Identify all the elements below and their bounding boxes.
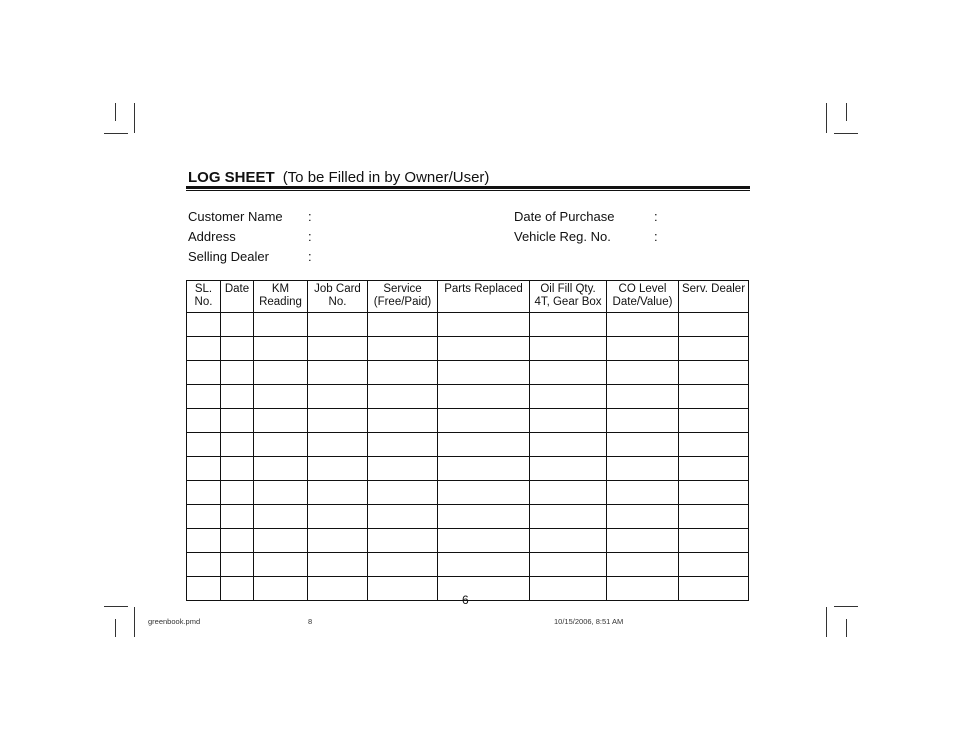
table-cell: [308, 337, 368, 361]
crop-mark: [104, 133, 128, 134]
table-cell: [221, 529, 254, 553]
date-of-purchase-label: Date of Purchase: [514, 209, 615, 224]
table-cell: [368, 457, 438, 481]
address-label: Address: [188, 229, 236, 244]
table-cell: [368, 361, 438, 385]
table-cell: [308, 457, 368, 481]
table-cell: [679, 481, 749, 505]
table-cell: [607, 337, 679, 361]
table-cell: [308, 385, 368, 409]
selling-dealer-label: Selling Dealer: [188, 249, 269, 264]
table-cell: [368, 433, 438, 457]
title-rule-thin: [186, 190, 750, 191]
table-cell: [679, 577, 749, 601]
table-cell: [187, 409, 221, 433]
table-row: [187, 313, 749, 337]
table-cell: [438, 337, 530, 361]
footer-datetime: 10/15/2006, 8:51 AM: [554, 617, 624, 626]
table-cell: [438, 457, 530, 481]
table-cell: [254, 457, 308, 481]
table-cell: [530, 337, 607, 361]
table-row: [187, 337, 749, 361]
column-header: Oil Fill Qty. 4T, Gear Box: [530, 281, 607, 313]
table-cell: [187, 553, 221, 577]
table-cell: [530, 553, 607, 577]
customer-name-colon: :: [308, 209, 312, 224]
table-cell: [679, 337, 749, 361]
table-cell: [679, 385, 749, 409]
table-cell: [438, 361, 530, 385]
table-cell: [530, 457, 607, 481]
table-cell: [607, 361, 679, 385]
table-cell: [607, 529, 679, 553]
crop-mark: [846, 619, 847, 637]
column-header: Parts Replaced: [438, 281, 530, 313]
table-cell: [221, 433, 254, 457]
table-cell: [530, 577, 607, 601]
column-header: SL. No.: [187, 281, 221, 313]
table-cell: [221, 457, 254, 481]
table-cell: [254, 409, 308, 433]
column-header: Job Card No.: [308, 281, 368, 313]
crop-mark: [104, 606, 128, 607]
table-cell: [679, 361, 749, 385]
column-header: Serv. Dealer: [679, 281, 749, 313]
table-cell: [308, 553, 368, 577]
table-cell: [368, 529, 438, 553]
table-cell: [679, 313, 749, 337]
table-cell: [530, 385, 607, 409]
table-cell: [308, 529, 368, 553]
table-cell: [254, 529, 308, 553]
table-cell: [368, 385, 438, 409]
date-of-purchase-colon: :: [654, 209, 658, 224]
table-row: [187, 529, 749, 553]
table-cell: [187, 577, 221, 601]
table-cell: [607, 577, 679, 601]
table-cell: [530, 505, 607, 529]
table-cell: [187, 505, 221, 529]
table-cell: [530, 529, 607, 553]
table-cell: [254, 553, 308, 577]
table-cell: [607, 385, 679, 409]
table-cell: [530, 481, 607, 505]
table-cell: [254, 361, 308, 385]
table-cell: [254, 313, 308, 337]
page-number: 6: [462, 593, 469, 607]
table-cell: [254, 481, 308, 505]
table-cell: [254, 577, 308, 601]
table-cell: [679, 553, 749, 577]
table-cell: [438, 481, 530, 505]
table-cell: [438, 433, 530, 457]
table-cell: [187, 433, 221, 457]
table-cell: [221, 553, 254, 577]
table-row: [187, 361, 749, 385]
log-sheet-title: LOG SHEET: [188, 169, 275, 186]
page-title: [188, 169, 489, 186]
table-cell: [221, 385, 254, 409]
table-cell: [308, 577, 368, 601]
table-cell: [607, 457, 679, 481]
table-cell: [530, 313, 607, 337]
table-cell: [308, 409, 368, 433]
table-cell: [438, 505, 530, 529]
table-cell: [221, 337, 254, 361]
table-cell: [530, 409, 607, 433]
table-cell: [368, 553, 438, 577]
crop-mark: [826, 607, 827, 637]
table-cell: [221, 505, 254, 529]
table-cell: [368, 505, 438, 529]
column-header: CO Level Date/Value): [607, 281, 679, 313]
table-row: [187, 457, 749, 481]
table-cell: [187, 337, 221, 361]
table-cell: [438, 529, 530, 553]
table-row: [187, 481, 749, 505]
table-cell: [530, 361, 607, 385]
table-row: [187, 385, 749, 409]
column-header: Date: [221, 281, 254, 313]
crop-mark: [134, 103, 135, 133]
table-row: [187, 433, 749, 457]
column-header: Service (Free/Paid): [368, 281, 438, 313]
table-cell: [368, 409, 438, 433]
table-cell: [607, 505, 679, 529]
table-cell: [254, 433, 308, 457]
address-colon: :: [308, 229, 312, 244]
vehicle-reg-colon: :: [654, 229, 658, 244]
table-row: [187, 505, 749, 529]
table-cell: [438, 409, 530, 433]
crop-mark: [115, 103, 116, 121]
crop-mark: [834, 133, 858, 134]
table-cell: [679, 433, 749, 457]
table-cell: [187, 313, 221, 337]
footer-filename: greenbook.pmd: [148, 617, 201, 626]
table-cell: [607, 481, 679, 505]
crop-mark: [115, 619, 116, 637]
table-cell: [308, 433, 368, 457]
table-cell: [679, 529, 749, 553]
table-cell: [607, 553, 679, 577]
table-cell: [254, 385, 308, 409]
table-cell: [607, 313, 679, 337]
table-cell: [187, 385, 221, 409]
table-cell: [221, 577, 254, 601]
table-header-row: [187, 281, 749, 313]
table-cell: [221, 409, 254, 433]
table-cell: [187, 457, 221, 481]
table-row: [187, 553, 749, 577]
crop-mark: [834, 606, 858, 607]
log-table: [186, 280, 749, 601]
table-cell: [438, 385, 530, 409]
table-cell: [308, 505, 368, 529]
table-cell: [607, 409, 679, 433]
crop-mark: [846, 103, 847, 121]
table-cell: [254, 337, 308, 361]
table-cell: [438, 313, 530, 337]
table-cell: [221, 361, 254, 385]
log-table-body: [187, 313, 749, 601]
table-cell: [679, 409, 749, 433]
customer-name-label: Customer Name: [188, 209, 283, 224]
vehicle-reg-label: Vehicle Reg. No.: [514, 229, 611, 244]
table-cell: [254, 505, 308, 529]
table-cell: [368, 313, 438, 337]
crop-mark: [134, 607, 135, 637]
table-cell: [438, 577, 530, 601]
footer-sheet: 8: [308, 617, 313, 626]
table-cell: [187, 529, 221, 553]
table-cell: [679, 505, 749, 529]
table-cell: [368, 481, 438, 505]
table-cell: [187, 361, 221, 385]
table-cell: [530, 433, 607, 457]
table-cell: [438, 553, 530, 577]
table-cell: [221, 481, 254, 505]
column-header: KM Reading: [254, 281, 308, 313]
table-cell: [368, 577, 438, 601]
table-cell: [368, 337, 438, 361]
table-cell: [679, 457, 749, 481]
table-cell: [308, 481, 368, 505]
table-row: [187, 409, 749, 433]
table-cell: [308, 361, 368, 385]
crop-mark: [826, 103, 827, 133]
title-rule: [186, 186, 750, 189]
selling-dealer-colon: :: [308, 249, 312, 264]
table-cell: [187, 481, 221, 505]
table-cell: [308, 313, 368, 337]
table-cell: [221, 313, 254, 337]
log-sheet-subtitle: (To be Filled in by Owner/User): [282, 169, 490, 186]
table-cell: [607, 433, 679, 457]
